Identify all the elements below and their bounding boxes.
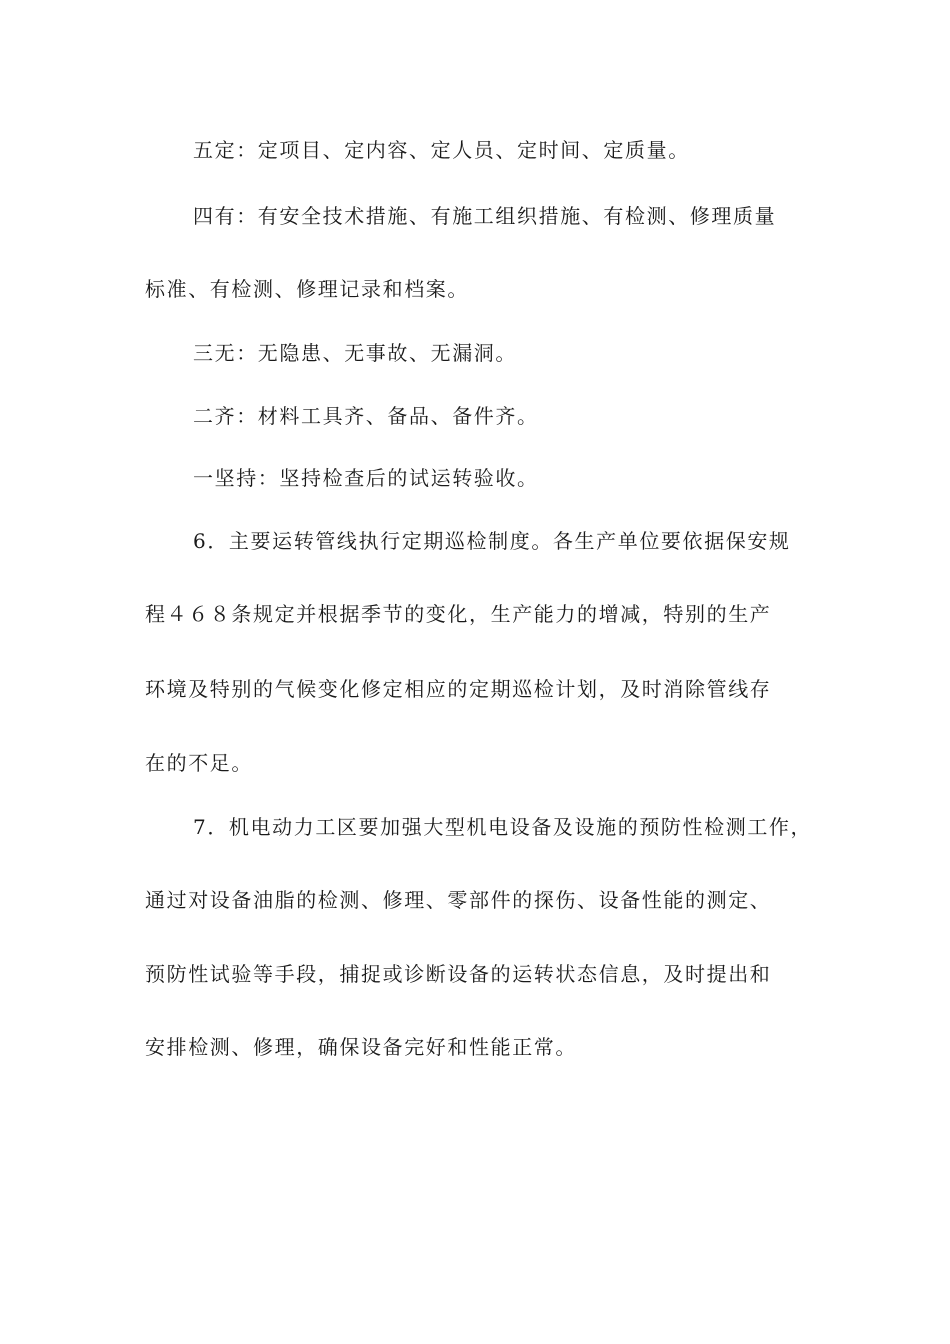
paragraph-6-line-1: 6．主要运转管线执行定期巡检制度。各生产单位要依据保安规	[193, 529, 791, 553]
paragraph-yijianchi: 一坚持：坚持检查后的试运转验收。	[193, 466, 539, 490]
paragraph-erqi: 二齐：材料工具齐、备品、备件齐。	[193, 404, 539, 428]
paragraph-7-line-3: 预防性试验等手段，捕捉或诊断设备的运转状态信息，及时提出和	[145, 962, 772, 986]
paragraph-7-line-4: 安排检测、修理，确保设备完好和性能正常。	[145, 1035, 577, 1059]
paragraph-6-line-3: 环境及特别的气候变化修定相应的定期巡检计划，及时消除管线存	[145, 677, 772, 701]
paragraph-siyou-line-2: 标准、有检测、修理记录和档案。	[145, 277, 469, 301]
paragraph-siyou-line-1: 四有：有安全技术措施、有施工组织措施、有检测、修理质量	[193, 204, 777, 228]
paragraph-7-line-1: 7．机电动力工区要加强大型机电设备及设施的预防性检测工作，	[193, 815, 813, 839]
paragraph-wuding: 五定：定项目、定内容、定人员、定时间、定质量。	[193, 138, 690, 162]
paragraph-6-line-4: 在的不足。	[145, 751, 253, 775]
paragraph-sanwu: 三无：无隐患、无事故、无漏洞。	[193, 341, 517, 365]
paragraph-6-line-2: 程４６８条规定并根据季节的变化，生产能力的增减，特别的生产	[145, 602, 772, 626]
paragraph-7-line-2: 通过对设备油脂的检测、修理、零部件的探伤、设备性能的测定、	[145, 888, 772, 912]
